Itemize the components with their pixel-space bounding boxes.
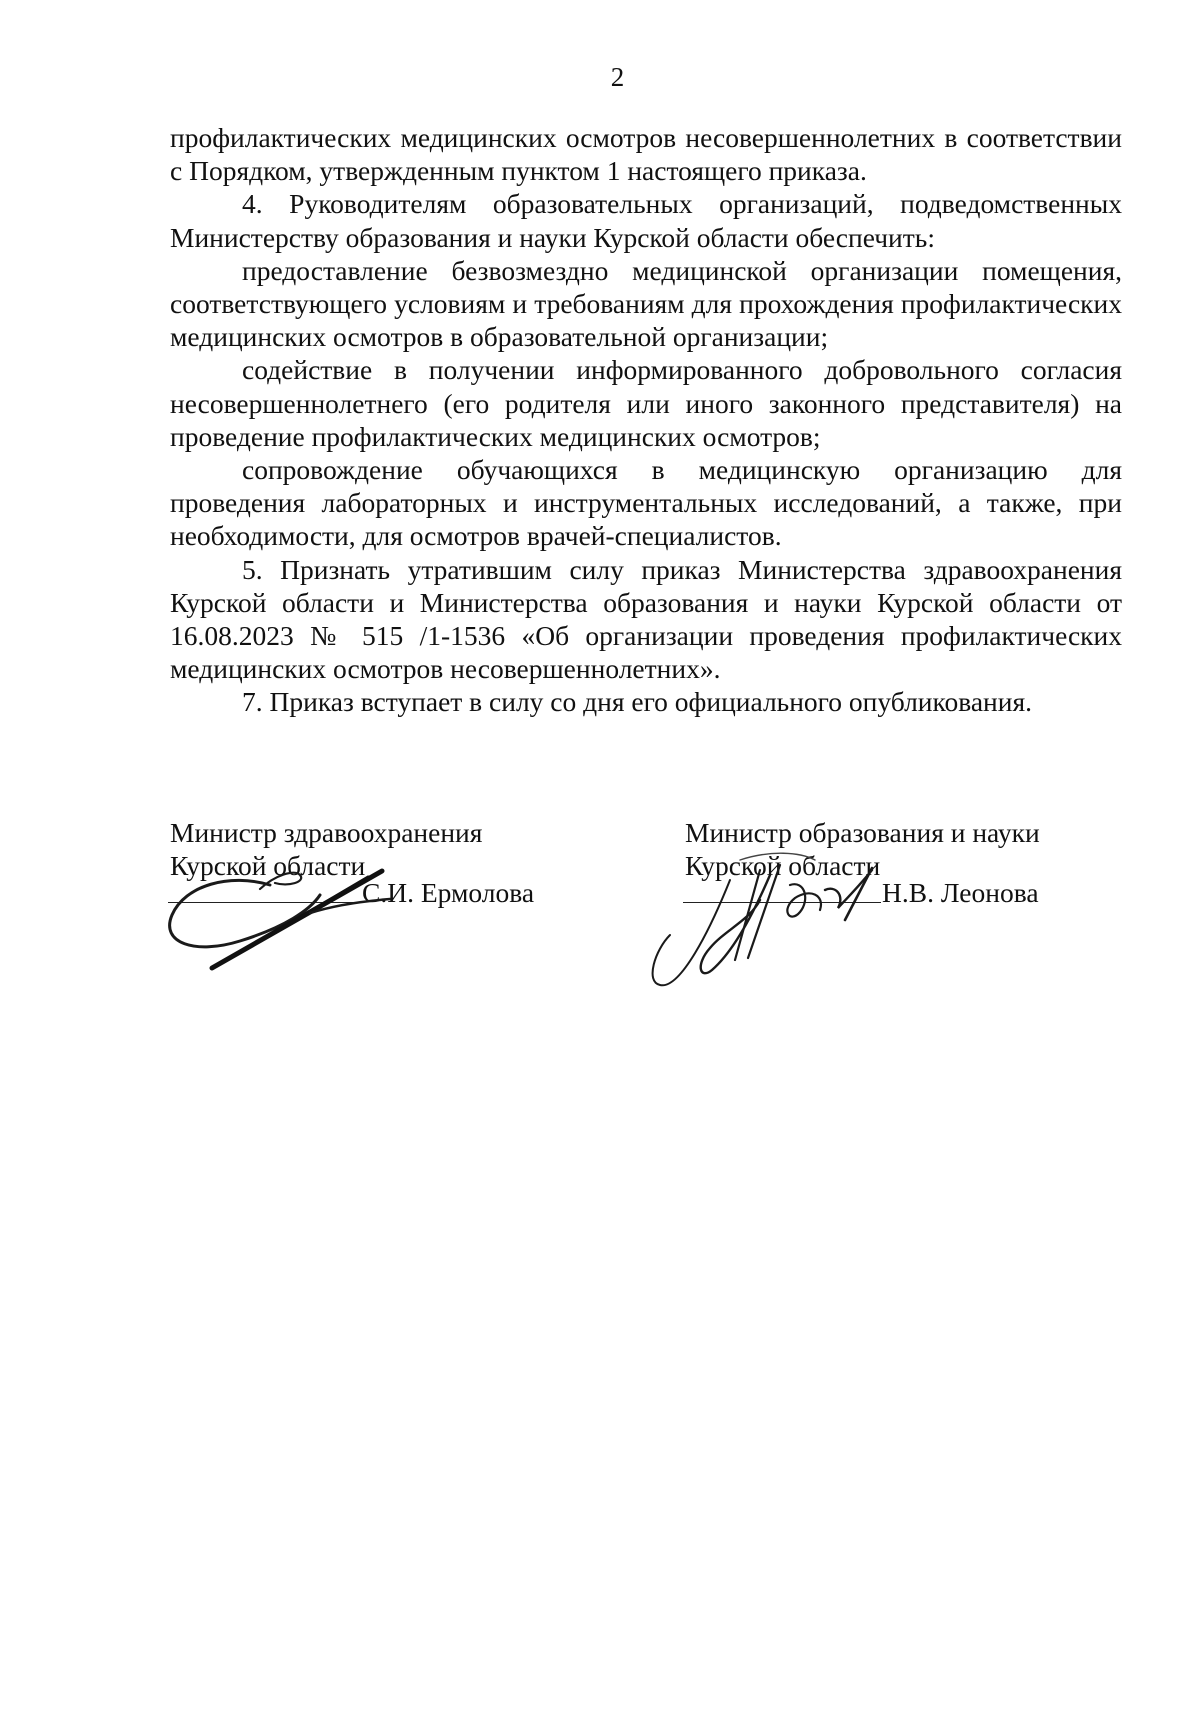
right-title-line2: Курской области [685, 850, 881, 882]
paragraph-item-5: 5. Признать утратившим силу приказ Министерства здравоохранения Курской области и Министерства образования и науки Курской области от 16.08.2023 № 515 /1-1536 «Об организации проведения профилактических медицинских осмотров несовершеннолетних». [170, 553, 1122, 685]
document-body [170, 121, 1122, 719]
left-title-line2: Курской области [170, 850, 366, 882]
right-signature-scribble [640, 840, 920, 1000]
paragraph-continuation: профилактических медицинских осмотров несовершеннолетних в соответствии с Порядком, утвержденным пунктом 1 настоящего приказа. [170, 122, 1122, 187]
paragraph-escort: сопровождение обучающихся в медицинскую организацию для проведения лабораторных и инструментальных исследований, а также, при необходимости, для осмотров врачей-специалистов. [170, 454, 1122, 552]
left-signature-scribble [160, 855, 420, 975]
page-number: 2 [610, 62, 625, 92]
left-title-line1: Министр здравоохранения [170, 817, 483, 848]
right-title-line1: Министр образования и науки [685, 817, 1040, 848]
paragraph-item-4: 4. Руководителям образовательных организаций, подведомственных Министерству образования и науки Курской области обеспечить: [170, 188, 1122, 253]
paragraph-premises: предоставление безвозмездно медицинской организации помещения, соответствующего условиям и требованиям для прохождения профилактических медицинских осмотров в образовательной организации; [170, 254, 1122, 353]
left-signatory-name: С.И. Ермолова [362, 877, 535, 908]
paragraph-consent: содействие в получении информированного добровольного согласия несовершеннолетнего (его родителя или иного законного представителя) на проведение профилактических медицинских осмотров; [170, 354, 1122, 452]
right-signatory-name: Н.В. Леонова [882, 877, 1039, 908]
paragraph-item-7: 7. Приказ вступает в силу со дня его официального опубликования. [242, 686, 1033, 718]
